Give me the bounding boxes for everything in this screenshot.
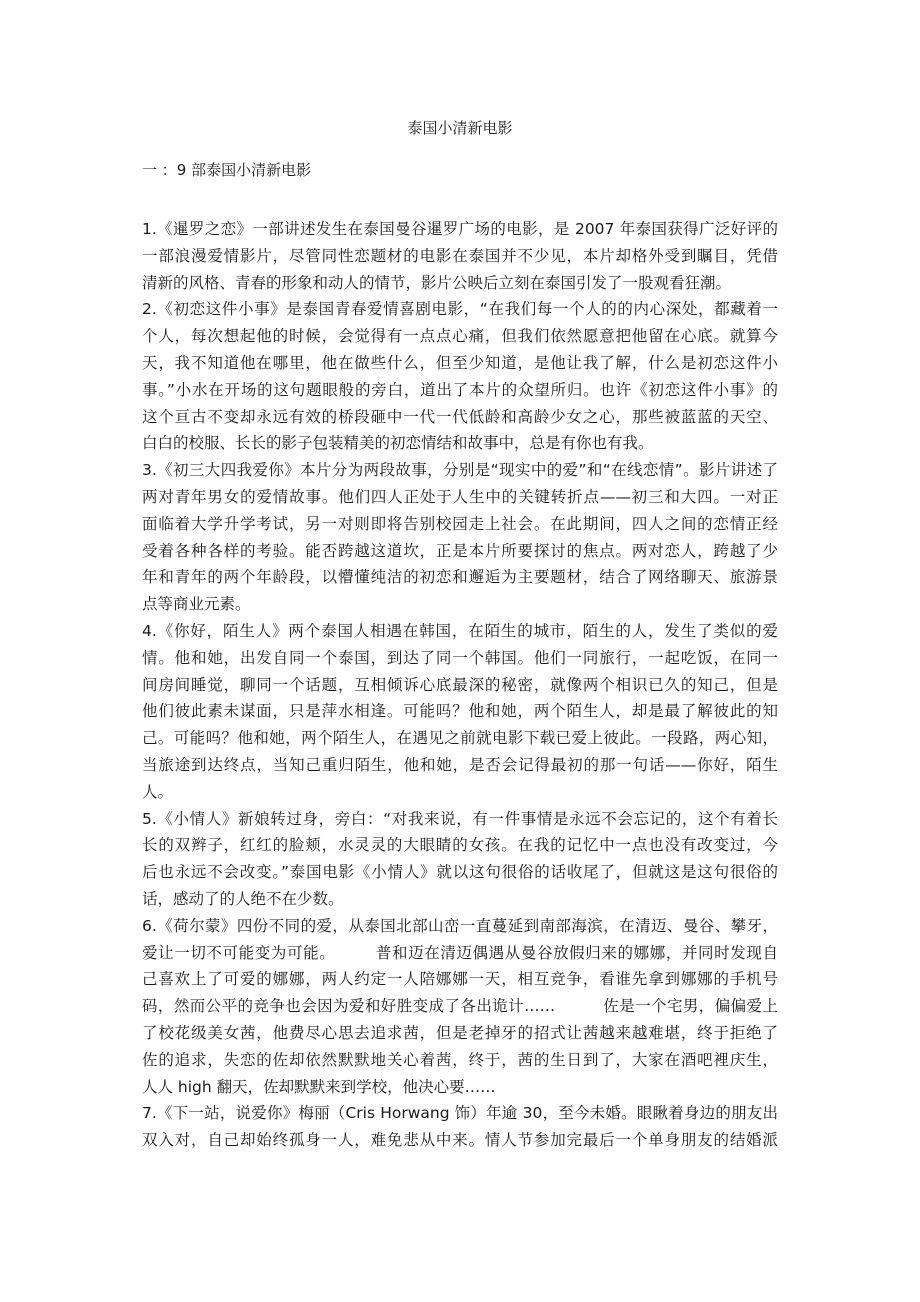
paragraph-line: 己。可能吗？他和她，两个陌生人，在遇见之前就电影下载已爱上彼此。一段路，两心知， [142,729,778,748]
paragraph-line: 一部浪漫爱情影片，尽管同性恋题材的电影在泰国并不少见，本片却格外受到瞩目，凭借 [142,246,778,265]
paragraph-line: 码，然而公平的竞争也会因为爱和好胜变成了各出诡计…… 佐是一个宅男，偏偏爱上 [142,997,778,1016]
paragraph-line: 白白的校服、长长的影子包装精美的初恋情结和故事中，总是有你也有我。 [142,434,654,453]
paragraph-line: 了校花级美女茜，他费尽心思去追求茜，但是老掉牙的招式让茜越来越难堪，终于拒绝了 [142,1023,778,1042]
paragraph-line: 受着各种各样的考验。能否跨越这道坎，正是本片所要探讨的焦点。两对恋人，跨越了少 [142,541,778,560]
paragraph-line: 点等商业元素。 [142,595,251,614]
paragraph-line: 己喜欢上了可爱的娜娜，两人约定一人陪娜娜一天，相互竞争，看谁先拿到娜娜的手机号 [142,970,778,989]
paragraph-line: 两对青年男女的爱情故事。他们四人正处于人生中的关键转折点——初三和大四。一对正 [142,487,778,506]
paragraph-line: 面临着大学升学考试，另一对则即将告别校园走上社会。在此期间，四人之间的恋情正经 [142,514,778,533]
paragraph-line: 双入对，自己却始终孤身一人，难免悲从中来。情人节参加完最后一个单身朋友的结婚派 [142,1131,778,1150]
paragraph [142,457,778,618]
document-body [142,216,778,1154]
paragraph-line: 当旅途到达终点，当知己重归陌生，他和她，是否会记得最初的那一句话——你好，陌生 [142,755,778,774]
paragraph-line: 天，我不知道他在哪里，他在做些什么，但至少知道，是他让我了解，什么是初恋这件小 [142,353,778,372]
document-title: 泰国小清新电影 [407,119,513,137]
paragraph-line: 情。他和她，出发自同一个泰国，到达了同一个韩国。他们一同旅行，一起吃饭，在同一 [142,648,778,667]
section-heading: 一 ：9 部泰国小清新电影 [142,161,312,179]
paragraph-line: 长的双辫子，红红的脸颊，水灵灵的大眼睛的女孩。在我的记忆中一点也没有改变过，今 [142,836,778,855]
paragraph-line: 7.《下一站，说爱你》梅丽（Cris Horwang 饰）年逾 30，至今未婚。眼瞅着身边的朋友出 [142,1104,778,1123]
paragraph-line: 1.《暹罗之恋》一部讲述发生在泰国曼谷暹罗广场的电影，是 2007 年泰国获得广泛好评的 [142,220,778,238]
paragraph [142,913,778,1101]
paragraph-line: 爱让一切不可能变为可能。 普和迈在清迈偶遇从曼谷放假归来的娜娜，并同时发现自 [142,943,778,962]
paragraph-line: 人人 high 翻天，佐却默默来到学校，他决心要…… [142,1077,496,1096]
paragraph-line: 他们彼此素未谋面，只是萍水相逢。可能吗？他和她，两个陌生人，却是最了解彼此的知 [142,702,778,721]
paragraph-line: 这个亘古不变却永远有效的桥段砸中一代一代低龄和高龄少女之心，那些被蓝蓝的天空、 [142,407,778,426]
paragraph-line: 佐的追求，失恋的佐却依然默默地关心着茜，终于，茜的生日到了，大家在酒吧裡庆生， [142,1050,778,1069]
paragraph-line: 人。 [142,782,174,801]
paragraph-line: 事。”小水在开场的这句题眼般的旁白，道出了本片的众望所归。也许《初恋这件小事》的 [142,380,778,399]
paragraph [142,1100,778,1154]
paragraph-line: 后也永远不会改变。”泰国电影《小情人》就以这句很俗的话收尾了，但就这是这句很俗的 [142,863,778,882]
paragraph [142,618,778,806]
paragraph-line: 间房间睡觉，聊同一个话题，互相倾诉心底最深的秘密，就像两个相识已久的知己，但是 [142,675,778,694]
paragraph [142,296,778,457]
paragraph-line: 个人，每次想起他的时候，会觉得有一点点心痛，但我们依然愿意把他留在心底。就算今 [142,327,778,346]
paragraph [142,806,778,913]
paragraph-line: 5.《小情人》新娘转过身，旁白：“对我来说，有一件事情是永远不会忘记的，这个有着长 [142,809,778,828]
paragraph-line: 4.《你好，陌生人》两个泰国人相遇在韩国，在陌生的城市，陌生的人，发生了类似的爱 [142,621,778,640]
paragraph [142,216,778,296]
paragraph-line: 3.《初三大四我爱你》本片分为两段故事，分别是“现实中的爱”和“在线恋情”。影片讲述了 [142,461,778,480]
paragraph-line: 年和青年的两个年龄段，以懵懂纯洁的初恋和邂逅为主要题材，结合了网络聊天、旅游景 [142,568,778,587]
paragraph-line: 清新的风格、青春的形象和动人的情节，影片公映后立刻在泰国引发了一股观看狂潮。 [142,273,732,292]
paragraph-line: 6.《荷尔蒙》四份不同的爱，从泰国北部山峦一直蔓延到南部海滨，在清迈、曼谷、攀牙， [142,916,778,935]
paragraph-line: 话，感动了的人绝不在少数。 [142,889,344,908]
paragraph-line: 2.《初恋这件小事》是泰国青春爱情喜剧电影，“在我们每一个人的的内心深处，都藏着一 [142,300,778,319]
